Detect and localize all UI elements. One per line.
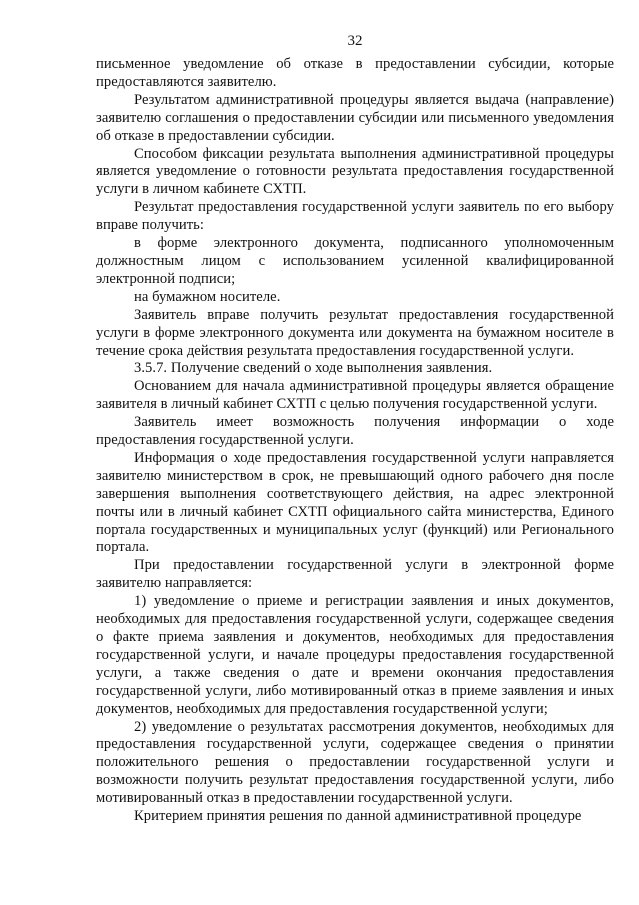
- paragraph: Результатом административной процедуры является выдача (направление) заявителю соглашения о предоставлении субсидии или письменного уведомления об отказе в предоставлении субсидии.: [96, 91, 614, 144]
- paragraph: Способом фиксации результата выполнения административной процедуры является уведомление о готовности результата предоставления государственной услуги в личном кабинете СХТП.: [96, 145, 614, 198]
- paragraph: Результат предоставления государственной услуги заявитель по его выбору вправе получить:: [96, 199, 614, 234]
- paragraph: Информация о ходе предоставления государственной услуги направляется заявителю министерством в срок, не превышающий одного рабочего дня после завершения выполнения соответствующего действия, на адрес электронной почты или в личный кабинет СХТП официального сайта министерства, Единого портала государственных и муниципальных услуг (функций) или Регионального портала.: [96, 449, 614, 556]
- page-number: 32: [347, 33, 363, 49]
- paragraph: Критерием принятия решения по данной административной процедуре: [134, 808, 582, 825]
- paragraph: на бумажном носителе.: [134, 288, 281, 305]
- section-heading: 3.5.7. Получение сведений о ходе выполнения заявления.: [134, 360, 493, 377]
- paragraph: Заявитель вправе получить результат предоставления государственной услуги в форме электронного документа или документа на бумажном носителе в течение срока действия результата предоставления государственной услуги.: [96, 306, 614, 359]
- paragraph: Основанием для начала административной процедуры является обращение заявителя в личный кабинет СХТП с целью получения государственной услуги.: [96, 378, 614, 413]
- document-page: [96, 32, 614, 826]
- paragraph: Заявитель имеет возможность получения информации о ходе предоставления государственной услуги.: [96, 414, 614, 449]
- paragraph: в форме электронного документа, подписанного уполномоченным должностным лицом с использованием усиленной квалифицированной электронной подписи;: [96, 235, 614, 287]
- paragraph: письменное уведомление об отказе в предоставлении субсидии, которые предоставляются заявителю.: [96, 56, 614, 90]
- document-body: [96, 56, 614, 826]
- paragraph: При предоставлении государственной услуги в электронной форме заявителю направляется:: [96, 557, 614, 592]
- list-item: 2) уведомление о результатах рассмотрения документов, необходимых для предоставления государственной услуги, содержащее сведения о принятии положительного решения о предоставлении государственной услуги и возможности получить результат предоставления государственной услуги, либо мотивированный отказ в предоставлении государственной услуги.: [96, 718, 614, 807]
- list-item: 1) уведомление о приеме и регистрации заявления и иных документов, необходимых для предоставления государственной услуги, содержащее сведения о факте приема заявления и документов, необходимых для предоставления государственной услуги, и начале процедуры предоставления государственной услуги, а также сведения о дате и времени окончания предоставления государственной услуги, либо мотивированный отказ в приеме заявления и иных документов, необходимых для предоставления государственной услуги;: [96, 593, 614, 717]
